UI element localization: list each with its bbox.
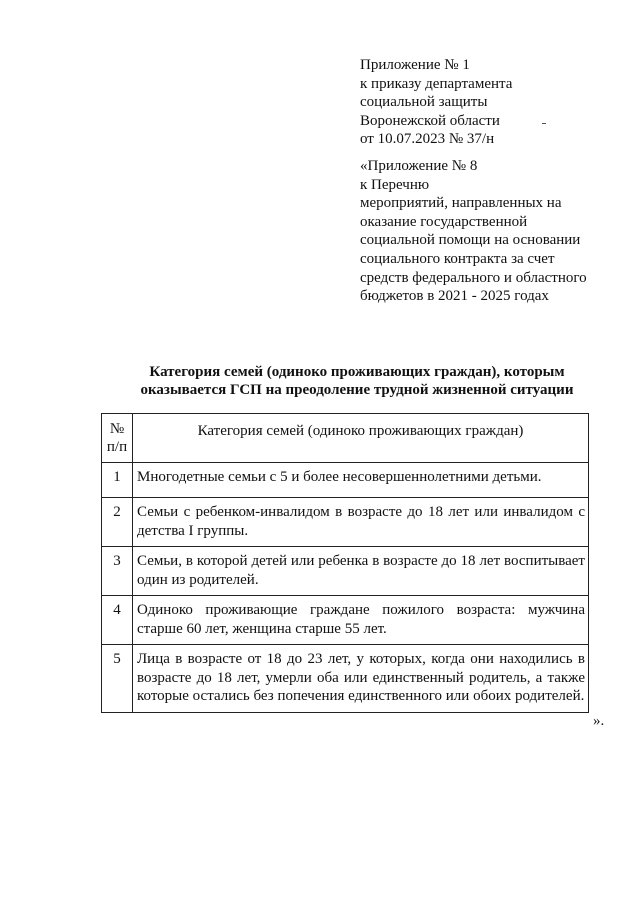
table-row: [102, 596, 589, 645]
row-category: Семьи с ребенком-инвалидом в возрасте до 18 лет или инвалидом с детства I группы.: [133, 498, 589, 547]
row-number: 5: [102, 645, 133, 713]
appendix-1-line: Приложение № 1: [360, 57, 470, 73]
row-number: 1: [102, 463, 133, 498]
appendix-8-line: к Перечню: [360, 176, 430, 193]
appendix-1-line: к приказу департамента: [360, 75, 513, 92]
row-category: Многодетные семьи с 5 и более несовершеннолетними детьми.: [133, 463, 589, 498]
appendix-8-line: мероприятий, направленных на: [360, 195, 562, 212]
row-number: 2: [102, 498, 133, 547]
row-category: Одиноко проживающие граждане пожилого возраста: мужчина старше 60 лет, женщина старше 55 лет.: [133, 596, 589, 645]
appendix-1-line: социальной защиты: [360, 94, 488, 111]
title-line: оказывается ГСП на преодоление трудной жизненной ситуации: [140, 382, 574, 398]
appendix-1-header: [360, 56, 512, 149]
row-category: Семьи, в которой детей или ребенка в возрасте до 18 лет воспитывает один из родителей.: [133, 547, 589, 596]
document-title: [100, 363, 614, 399]
appendix-8-line: средств федерального и областного: [360, 269, 587, 286]
table-row: [102, 645, 589, 713]
scan-mark: [542, 123, 546, 124]
appendix-8-line: бюджетов в 2021 - 2025 годах: [360, 288, 549, 305]
header-category-cell: Категория семей (одиноко проживающих граждан): [133, 414, 589, 463]
header-number-cell: [102, 414, 133, 463]
header-number-line: №: [109, 421, 125, 437]
table-row: [102, 547, 589, 596]
table-row: [102, 463, 589, 498]
category-table: [101, 413, 589, 713]
appendix-8-line: «Приложение № 8: [360, 158, 478, 174]
appendix-8-line: социальной помощи на основании: [360, 232, 581, 249]
header-number-line: п/п: [106, 439, 128, 455]
row-number: 4: [102, 596, 133, 645]
table-row: [102, 498, 589, 547]
appendix-1-line: от 10.07.2023 № 37/н: [360, 131, 495, 148]
row-category: Лица в возрасте от 18 до 23 лет, у которых, когда они находились в возрасте до 18 лет, умерли оба или единственный родитель, а также которые остались без попечения единственного или обоих родителей.: [133, 645, 589, 713]
closing-quote: ».: [593, 713, 605, 729]
appendix-8-line: оказание государственной: [360, 213, 528, 230]
row-number: 3: [102, 547, 133, 596]
appendix-8-header: [360, 157, 587, 306]
appendix-8-line: социального контракта за счет: [360, 250, 555, 267]
title-line: Категория семей (одиноко проживающих граждан), которым: [149, 364, 565, 380]
appendix-1-line: Воронежской области: [360, 112, 500, 129]
table-header-row: [102, 414, 589, 463]
